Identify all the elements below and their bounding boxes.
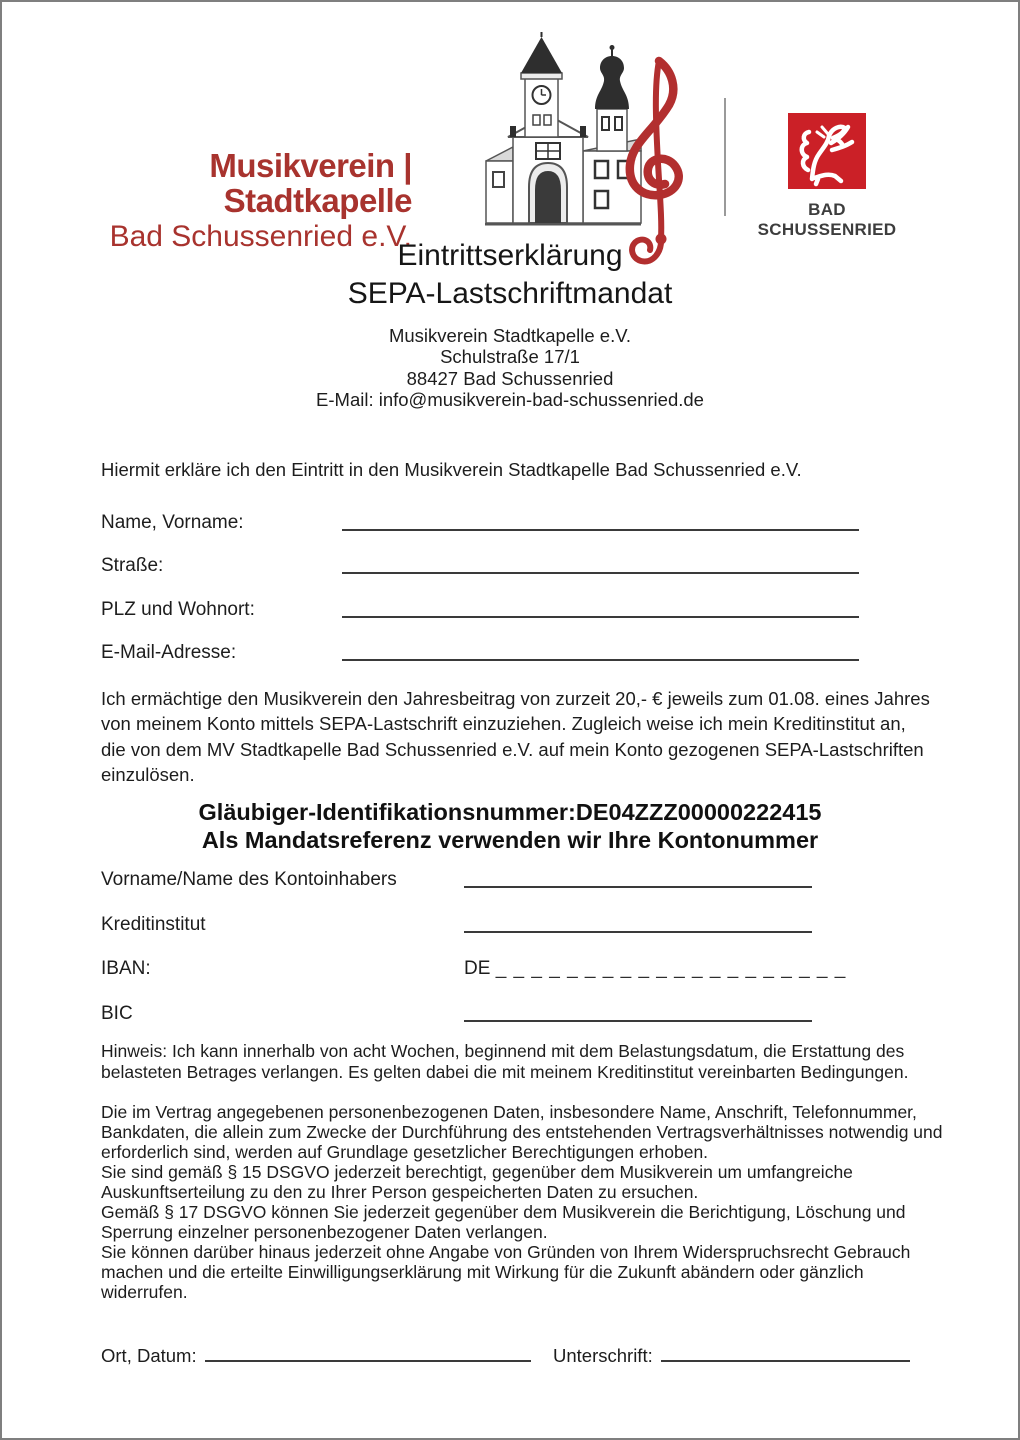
field-label-account-holder: Vorname/Name des Kontoinhabers xyxy=(101,869,397,890)
form-title-line2: SEPA-Lastschriftmandat xyxy=(347,277,673,310)
field-label-bank: Kreditinstitut xyxy=(101,914,206,935)
field-label-email: E-Mail-Adresse: xyxy=(101,642,237,663)
iban-country-prefix: DE xyxy=(464,958,491,979)
signature-label: Unterschrift: xyxy=(553,1345,653,1366)
email-input-line[interactable] xyxy=(342,659,859,661)
address-city: 88427 Bad Schussenried xyxy=(406,367,614,389)
lion-crest-icon xyxy=(788,113,866,189)
creditor-id-line: Gläubiger-Identifikationsnummer:DE04ZZZ00000222415 xyxy=(198,799,822,825)
field-label-bic: BIC xyxy=(101,1003,133,1024)
field-label-street: Straße: xyxy=(101,555,164,576)
form-title-line1: Eintrittserklärung xyxy=(397,239,623,272)
account-holder-input-line[interactable] xyxy=(464,886,812,888)
plz-city-input-line[interactable] xyxy=(342,616,859,618)
street-input-line[interactable] xyxy=(342,572,859,574)
signature-input-line[interactable] xyxy=(661,1360,910,1362)
iban-input-line[interactable] xyxy=(464,958,846,980)
address-org: Musikverein Stadtkapelle e.V. xyxy=(388,325,631,346)
address-street: Schulstraße 17/1 xyxy=(440,346,580,368)
field-label-name: Name, Vorname: xyxy=(101,512,244,533)
field-label-plz-city: PLZ und Wohnort: xyxy=(101,599,255,620)
privacy-notice-block xyxy=(101,1102,943,1302)
refund-hint-text: Hinweis: Ich kann innerhalb von acht Wochen, beginnend mit dem Belastungsdatum, die Erstattung des belasteten Betrages verlangen. Es gelten dabei die mit meinem Kreditinstitut vereinbarten Bedingungen. xyxy=(101,1041,909,1082)
mandate-reference-line: Als Mandatsreferenz verwenden wir Ihre Kontonummer xyxy=(201,827,819,853)
privacy-paragraph-4: Sie können darüber hinaus jederzeit ohne Angabe von Gründen von Ihrem Widerspruchsrecht Gebrauch machen und die erteilte Einwilligungserklärung mit Wirkung für die Zukunft abändern oder gänzlich widerrufen. xyxy=(101,1242,911,1302)
town-crest-label: BAD SCHUSSENRIED xyxy=(757,200,897,239)
place-date-label: Ort, Datum: xyxy=(101,1345,197,1366)
membership-declaration-text: Hiermit erkläre ich den Eintritt in den Musikverein Stadtkapelle Bad Schussenried e.V. xyxy=(101,459,802,480)
privacy-paragraph-2: Sie sind gemäß § 15 DSGVO jederzeit berechtigt, gegenüber dem Musikverein um umfangreiche Auskunftserteilung zu den zu Ihrer Person gespeicherten Daten zu ersuchen. xyxy=(101,1162,853,1202)
club-name-line1: Musikverein | Stadtkapelle xyxy=(209,147,412,219)
address-email: E-Mail: info@musikverein-bad-schussenried.de xyxy=(316,389,704,411)
club-address-block xyxy=(2,325,1018,411)
field-label-iban: IBAN: xyxy=(101,958,151,979)
privacy-paragraph-3: Gemäß § 17 DSGVO können Sie jederzeit gegenüber dem Musikverein die Berichtigung, Löschung und Sperrung einzelner personenbezogener Daten verlangen. xyxy=(101,1202,906,1242)
sepa-mandate-text: Ich ermächtige den Musikverein den Jahresbeitrag von zurzeit 20,- € jeweils zum 01.08. eines Jahres von meinem Konto mittels SEPA-Lastschrift einzuziehen. Zugleich weise ich mein Kreditinstitut an, die von dem MV Stadtkapelle Bad Schussenried e.V. auf mein Konto gezogenen SEPA-Lastschriften einzulösen. xyxy=(101,688,930,785)
church-icon xyxy=(485,30,695,272)
bic-input-line[interactable] xyxy=(464,1020,812,1022)
header-divider xyxy=(724,98,726,216)
club-name-line2: Bad Schussenried e.V. xyxy=(109,220,412,254)
privacy-paragraph-1: Die im Vertrag angegebenen personenbezogenen Daten, insbesondere Name, Anschrift, Telefonnummer, Bankdaten, die allein zum Zwecke der Durchführung des entstehenden Vertragsverhältnisses notwendig und erforderlich sind, werden auf Grundlage gesetzlicher Berechtigungen erhoben. xyxy=(101,1102,943,1162)
bank-input-line[interactable] xyxy=(464,931,812,933)
club-logo-wordmark xyxy=(97,149,412,253)
place-date-input-line[interactable] xyxy=(205,1360,531,1362)
iban-blanks: _ _ _ _ _ _ _ _ _ _ _ _ _ _ _ _ _ _ _ _ xyxy=(495,958,847,979)
name-input-line[interactable] xyxy=(342,529,859,531)
